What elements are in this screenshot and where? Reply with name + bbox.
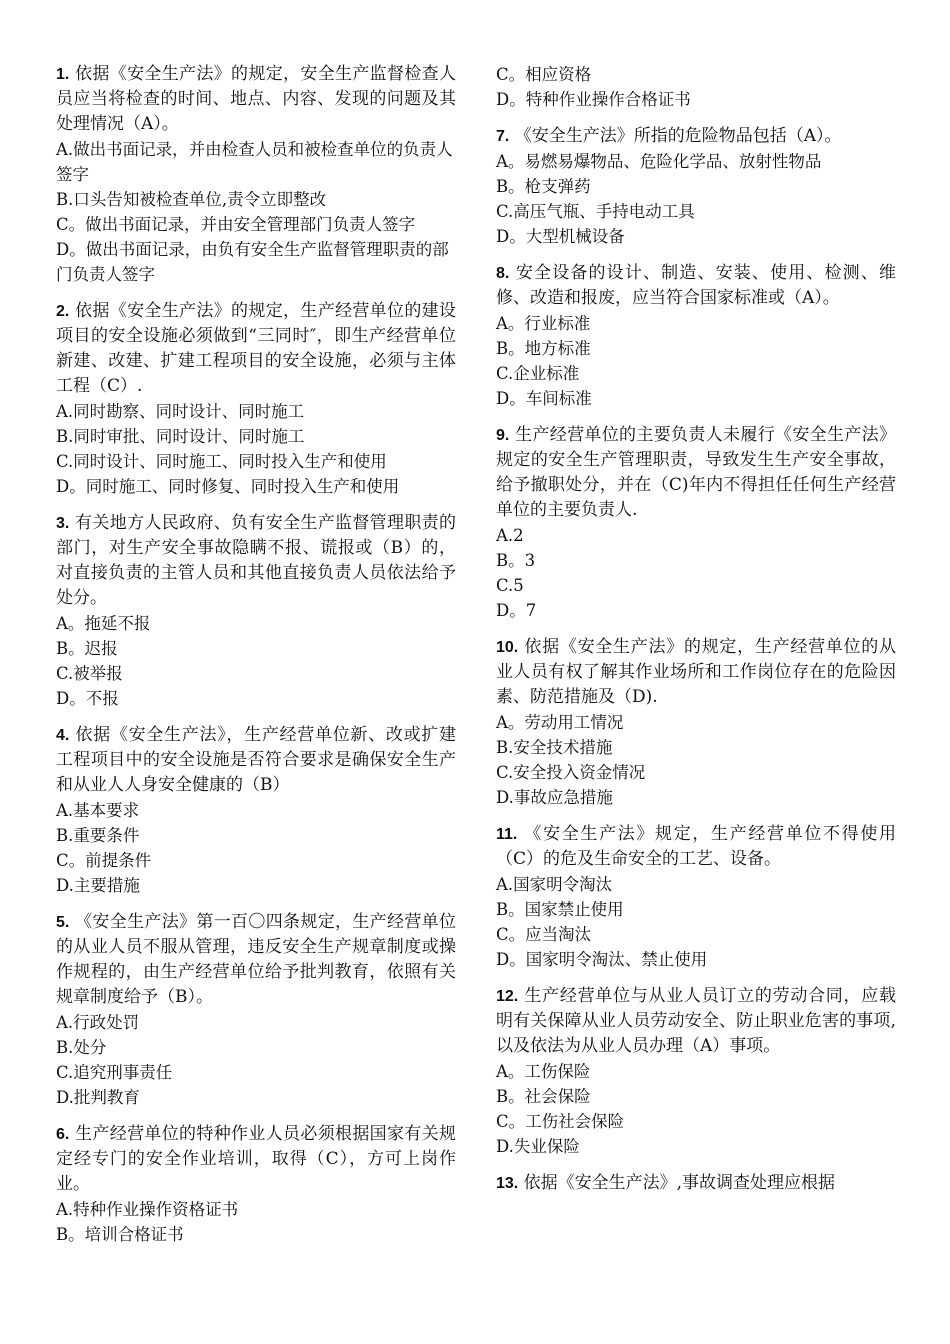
question-number: 13. (496, 1175, 519, 1192)
question-stem (496, 822, 896, 872)
option: B.同时审批、同时设计、同时施工 (56, 427, 305, 446)
option: D。同时施工、同时修复、同时投入生产和使用 (56, 477, 400, 496)
question-stem (56, 511, 456, 611)
option: C.高压气瓶、手持电动工具 (496, 202, 695, 221)
option: B.安全技术措施 (496, 738, 613, 757)
question-7 (496, 124, 896, 249)
question-stem (56, 723, 456, 798)
question-11 (496, 822, 896, 972)
question-text: 依据《安全生产法》的规定，安全生产监督检查人员应当将检查的时间、地点、内容、发现的问题及其处理情况（A）。 (56, 64, 456, 134)
option: A.基本要求 (56, 801, 140, 820)
question-number: 12. (496, 988, 519, 1005)
option: D.失业保险 (496, 1137, 580, 1156)
question-text: 《安全生产法》所指的危险物品包括（A）。 (509, 126, 842, 146)
question-1 (56, 62, 456, 287)
option: B。地方标准 (496, 339, 591, 358)
question-stem (496, 261, 896, 311)
option: A。工伤保险 (496, 1062, 591, 1081)
question-6 (56, 1122, 456, 1247)
option: C。相应资格 (496, 65, 592, 84)
option: C。做出书面记录，并由安全管理部门负责人签字 (56, 215, 416, 234)
question-5 (56, 910, 456, 1110)
question-text: 生产经营单位的主要负责人未履行《安全生产法》规定的安全生产管理职责，导致发生生产安全事故，给予撤职处分，并在（C)年内不得担任任何生产经营单位的主要负责人. (496, 425, 896, 520)
question-number: 7. (496, 128, 510, 145)
option: D。做出书面记录，由负有安全生产监督管理职责的部门负责人签字 (56, 240, 449, 284)
question-stem (496, 984, 896, 1059)
option: D.事故应急措施 (496, 788, 613, 807)
option: A.国家明令淘汰 (496, 875, 613, 894)
option: B.处分 (56, 1038, 107, 1057)
option: A。拖延不报 (56, 614, 151, 633)
option: A。行业标准 (496, 314, 591, 333)
question-text: 依据《安全生产法》，生产经营单位新、改或扩建工程项目中的安全设施是否符合要求是确保安全生产和从业人人身安全健康的（B） (56, 725, 456, 795)
option: C.同时设计、同时施工、同时投入生产和使用 (56, 452, 387, 471)
option: A。劳动用工情况 (496, 713, 624, 732)
option: D。不报 (56, 689, 119, 708)
question-10 (496, 635, 896, 810)
option: C.被举报 (56, 664, 123, 683)
option: C.追究刑事责任 (56, 1063, 173, 1082)
question-number: 8. (496, 265, 510, 282)
question-number: 6. (56, 1126, 70, 1143)
option: A.做出书面记录，并由检查人员和被检查单位的负责人签字 (56, 140, 453, 184)
question-number: 2. (56, 303, 70, 320)
question-13 (496, 1171, 896, 1196)
option: A.2 (496, 526, 524, 545)
option: A.特种作业操作资格证书 (56, 1200, 239, 1219)
option: A.同时勘察、同时设计、同时施工 (56, 402, 305, 421)
option: B。培训合格证书 (56, 1225, 184, 1244)
question-stem (496, 1171, 896, 1196)
option: B。迟报 (56, 639, 118, 658)
question-number: 5. (56, 914, 70, 931)
question-2 (56, 299, 456, 499)
option: C。应当淘汰 (496, 925, 592, 944)
left-column (56, 62, 456, 1259)
question-text: 安全设备的设计、制造、安装、使用、检测、维修、改造和报废，应当符合国家标准或（A）。 (496, 263, 896, 308)
option: C。前提条件 (56, 851, 152, 870)
question-stem (56, 910, 456, 1010)
question-stem (496, 635, 896, 710)
question-number: 9. (496, 427, 510, 444)
option: C.5 (496, 576, 524, 595)
question-text: 有关地方人民政府、负有安全生产监督管理职责的部门，对生产安全事故隐瞒不报、谎报或（B）的，对直接负责的主管人员和其他直接负责人员依法给予处分。 (56, 513, 456, 608)
option: D。车间标准 (496, 389, 592, 408)
question-4 (56, 723, 456, 898)
question-number: 3. (56, 515, 70, 532)
option: B。枪支弹药 (496, 177, 591, 196)
question-number: 4. (56, 727, 70, 744)
question-stem (496, 124, 896, 149)
question-text: 依据《安全生产法》的规定，生产经营单位的从业人员有权了解其作业场所和工作岗位存在的危险因素、防范措施及（D). (496, 637, 896, 707)
question-text: 依据《安全生产法》的规定，生产经营单位的建设项目的安全设施必须做到“三同时″，即生产经营单位新建、改建、扩建工程项目的安全设施，必须与主体工程（C）. (56, 301, 456, 396)
option: D。国家明令淘汰、禁止使用 (496, 950, 708, 969)
question-text: 生产经营单位与从业人员订立的劳动合同，应载明有关保障从业人员劳动安全、防止职业危害的事项,以及依法为从业人员办理（A）事项。 (496, 986, 896, 1056)
question-text: 生产经营单位的特种作业人员必须根据国家有关规定经专门的安全作业培训，取得（C），方可上岗作业。 (56, 1124, 456, 1194)
option: D。大型机械设备 (496, 227, 625, 246)
option: D.批判教育 (56, 1088, 140, 1107)
question-6-continued (496, 62, 896, 112)
option: C.安全投入资金情况 (496, 763, 646, 782)
question-text: 依据《安全生产法》,事故调查处理应根据 (518, 1173, 836, 1193)
option: B.口头告知被检查单位,责令立即整改 (56, 190, 327, 209)
option: A。易燃易爆物品、危险化学品、放射性物品 (496, 152, 822, 171)
question-stem (56, 1122, 456, 1197)
option: B.重要条件 (56, 826, 140, 845)
question-9 (496, 423, 896, 623)
option: B。国家禁止使用 (496, 900, 624, 919)
option: B。3 (496, 551, 536, 570)
option: C.企业标准 (496, 364, 580, 383)
right-column (496, 62, 896, 1208)
question-number: 11. (496, 826, 518, 843)
option: A.行政处罚 (56, 1013, 140, 1032)
question-8 (496, 261, 896, 411)
question-text: 《安全生产法》第一百〇四条规定，生产经营单位的从业人员不服从管理，违反安全生产规章制度或操作规程的，由生产经营单位给予批判教育，依照有关规章制度给予（B）。 (56, 912, 456, 1007)
option: D。7 (496, 601, 537, 620)
question-12 (496, 984, 896, 1159)
option: D.主要措施 (56, 876, 140, 895)
option: D。特种作业操作合格证书 (496, 90, 691, 109)
option: C。工伤社会保险 (496, 1112, 625, 1131)
question-3 (56, 511, 456, 711)
question-stem (496, 423, 896, 523)
question-number: 1. (56, 66, 70, 83)
question-number: 10. (496, 639, 519, 656)
option: B。社会保险 (496, 1087, 591, 1106)
question-stem (56, 299, 456, 399)
question-stem (56, 62, 456, 137)
question-text: 《安全生产法》规定，生产经营单位不得使用（C）的危及生命安全的工艺、设备。 (496, 824, 896, 869)
